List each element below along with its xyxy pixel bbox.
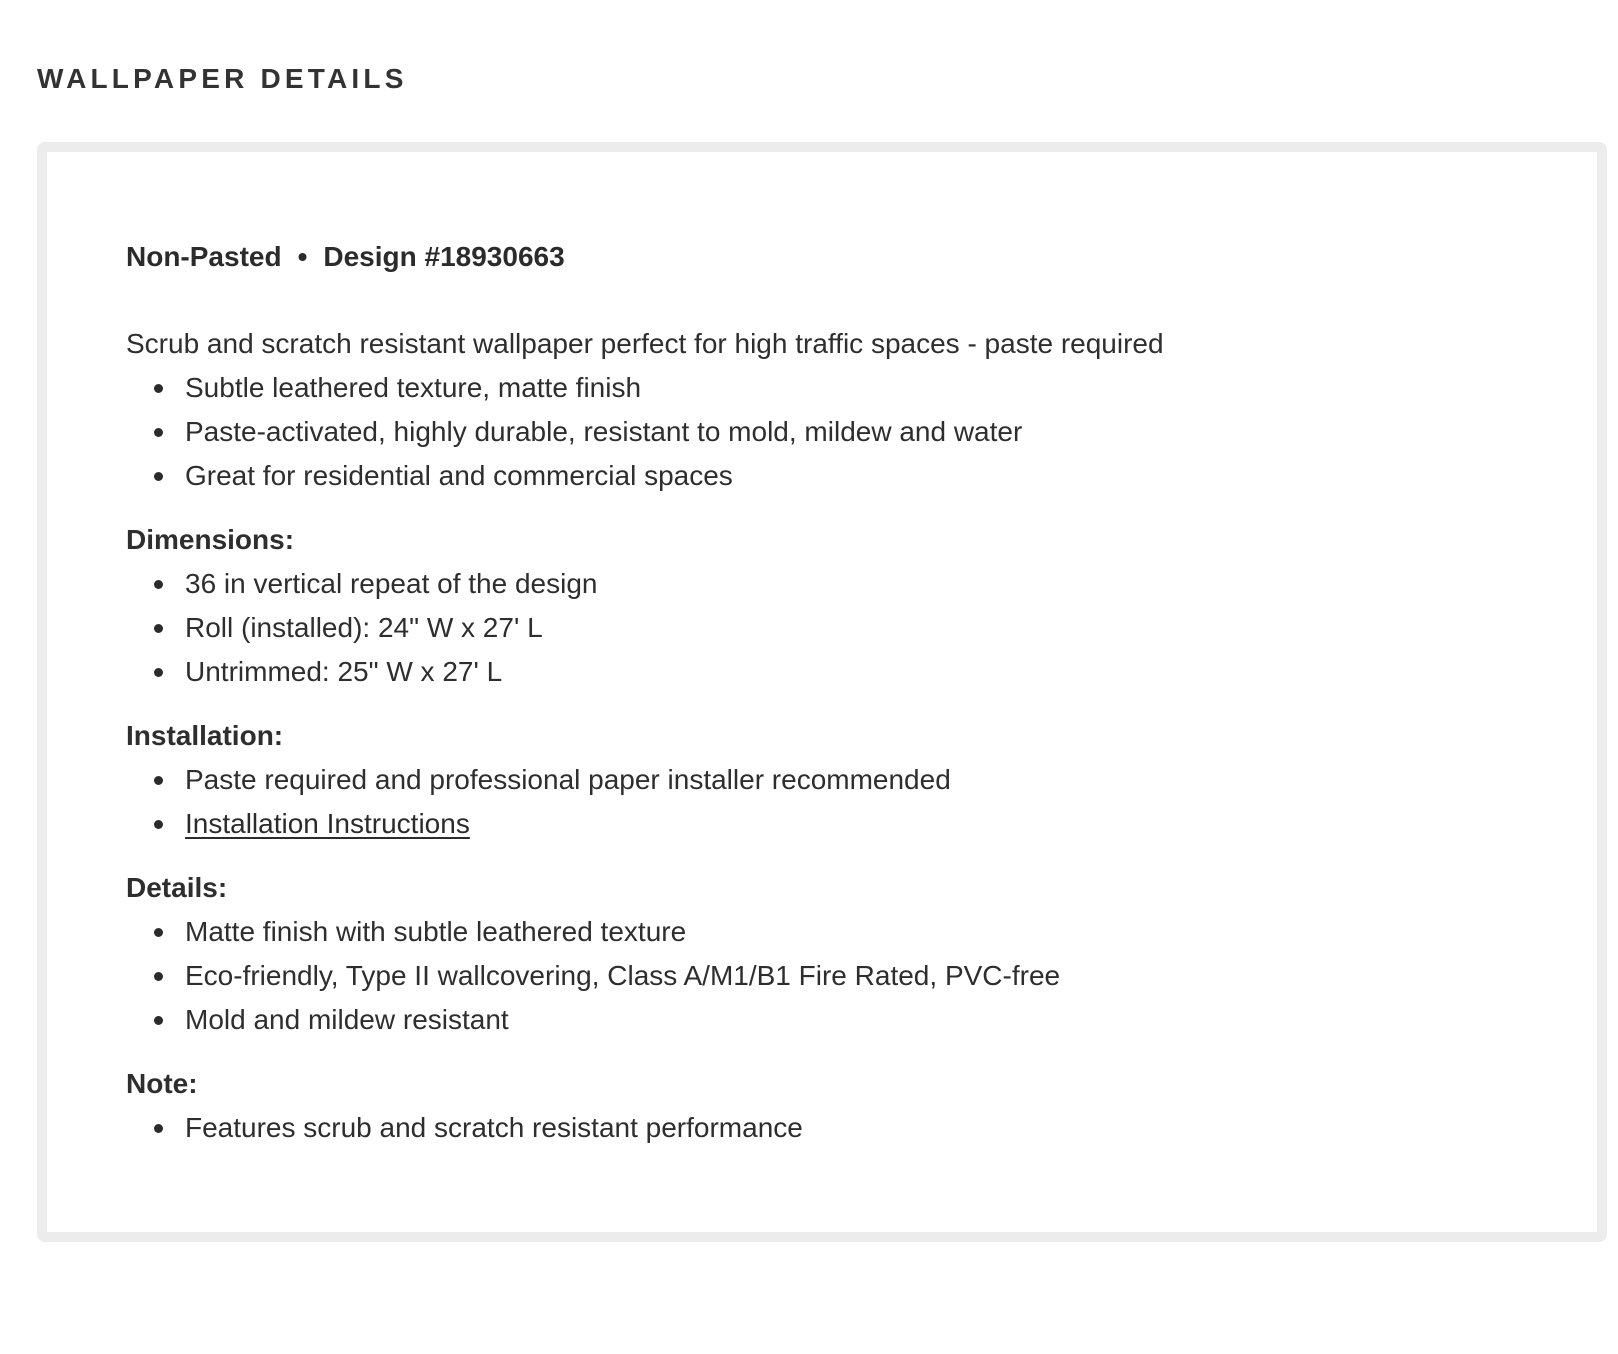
installation-list	[126, 758, 1526, 846]
details-content	[126, 237, 1526, 1150]
description-intro: Scrub and scratch resistant wallpaper perfect for high traffic spaces - paste required	[126, 328, 1164, 359]
installation-instructions-link[interactable]: Installation Instructions	[185, 808, 470, 839]
list-item: Subtle leathered texture, matte finish	[185, 366, 1526, 410]
list-item: Matte finish with subtle leathered texture	[185, 910, 1526, 954]
list-item: Eco-friendly, Type II wallcovering, Class A/M1/B1 Fire Rated, PVC-free	[185, 954, 1526, 998]
list-item: Untrimmed: 25" W x 27' L	[185, 650, 1526, 694]
list-item: Features scrub and scratch resistant performance	[185, 1106, 1526, 1150]
note-list	[126, 1106, 1526, 1150]
list-item	[185, 802, 1526, 846]
list-item: Paste-activated, highly durable, resistant to mold, mildew and water	[185, 410, 1526, 454]
product-meta	[126, 237, 1526, 277]
list-item: 36 in vertical repeat of the design	[185, 562, 1526, 606]
list-item: Paste required and professional paper installer recommended	[185, 758, 1526, 802]
dimensions-list	[126, 562, 1526, 694]
description-list	[126, 366, 1526, 498]
list-item: Roll (installed): 24" W x 27' L	[185, 606, 1526, 650]
details-list	[126, 910, 1526, 1042]
list-item: Great for residential and commercial spaces	[185, 454, 1526, 498]
details-heading: Details:	[126, 872, 228, 903]
note-heading: Note:	[126, 1068, 198, 1099]
section-title: WALLPAPER DETAILS	[37, 63, 408, 94]
meta-separator: •	[297, 241, 308, 272]
list-item: Mold and mildew resistant	[185, 998, 1526, 1042]
design-number: Design #18930663	[323, 241, 565, 272]
installation-heading: Installation:	[126, 720, 284, 751]
paste-type-label: Non-Pasted	[126, 241, 282, 272]
wallpaper-details-panel	[37, 142, 1607, 1242]
dimensions-heading: Dimensions:	[126, 524, 295, 555]
